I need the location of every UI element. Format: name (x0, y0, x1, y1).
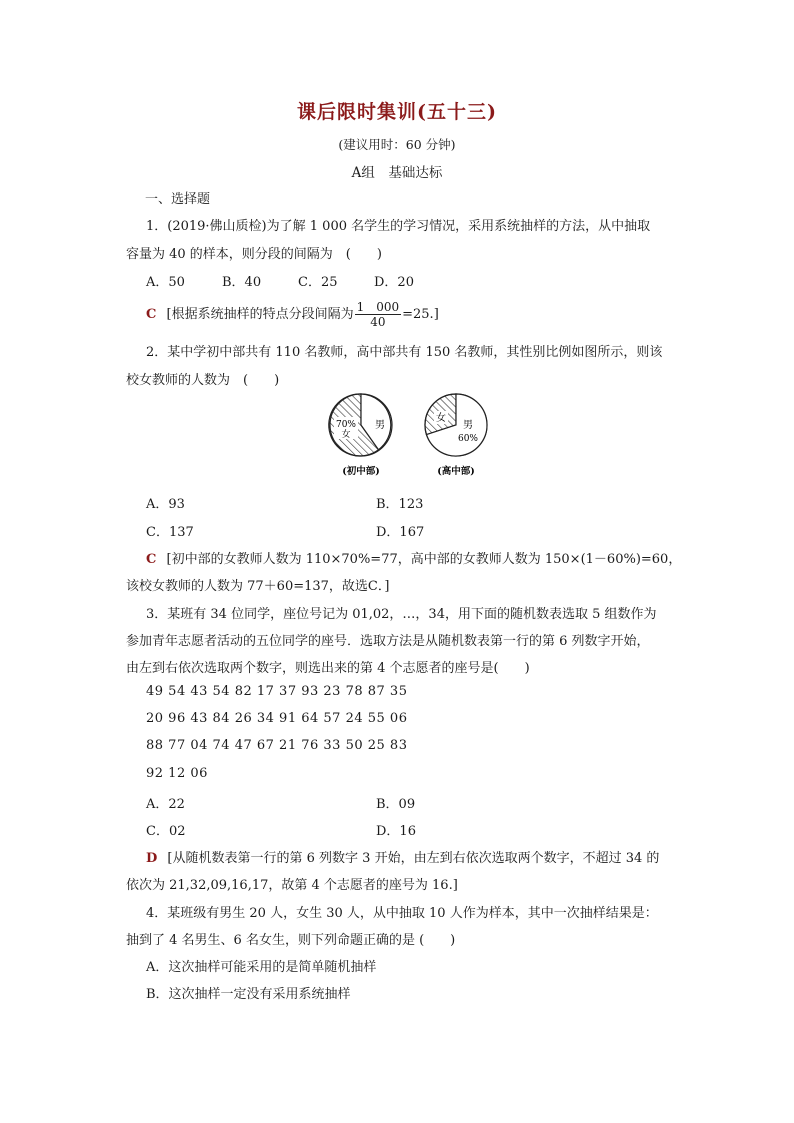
q2-solution-line2: 该校女教师的人数为 77＋60=137，故选C．] (126, 579, 390, 594)
time-note: (建议用时：60 分钟) (338, 137, 456, 152)
q2-option-d: D．167 (376, 525, 425, 540)
q4-stem-line2: 抽到了 4 名男生、6 名女生，则下列命题正确的是 ( ) (126, 933, 456, 948)
pie-chart-senior (425, 394, 487, 477)
q3-stem-line1: 3．某班有 34 位同学，座位号记为 01,02，…，34，用下面的随机数表选取 5 组数作为 (146, 607, 657, 622)
q2-solution-line1 (146, 548, 681, 567)
pie-junior-female-percent: 70% (335, 420, 357, 430)
group-label: A组 基础达标 (351, 165, 443, 181)
pie-junior-female-text: 女 (341, 430, 351, 440)
q2-stem-line2: 校女教师的人数为 ( ) (126, 373, 280, 388)
q4-stem-line1: 4．某班级有男生 20 人，女生 30 人，从中抽取 10 人作为样本，其中一次抽样结果是： (146, 906, 658, 921)
q4-option-b: B．这次抽样一定没有采用系统抽样 (146, 987, 351, 1002)
pie-senior-male-text: 男 (463, 420, 473, 431)
q1-solution-post: =25.] (402, 307, 439, 322)
q3-stem-line3: 由左到右依次选取两个数字，则选出来的第 4 个志愿者的座号是( ) (126, 661, 530, 676)
q1-option-a: A．50 (146, 275, 185, 290)
q1-option-d: D．20 (374, 275, 414, 290)
q2-option-c: C．137 (146, 525, 194, 540)
q1-solution-pre: [根据系统抽样的特点分段间隔为 (166, 307, 354, 322)
pie-junior-caption: (初中部) (342, 466, 380, 477)
q1-option-b: B．40 (222, 275, 262, 290)
q3-option-b: B．09 (376, 797, 416, 812)
q3-option-c: C．02 (146, 824, 186, 839)
page-title: 课后限时集训(五十三) (297, 101, 497, 123)
q1-solution (146, 300, 439, 329)
random-table-row-2: 20 96 43 84 26 34 91 64 57 24 55 06 (146, 711, 408, 726)
q2-solution-text1: [初中部的女教师人数为 110×70%=77，高中部的女教师人数为 150×(1－60%)=60， (166, 552, 682, 567)
pie-chart-junior (329, 394, 392, 477)
q2-answer: C (146, 552, 157, 567)
gender-pie-charts (318, 390, 498, 482)
random-table-row-3: 88 77 04 74 47 67 21 76 33 50 25 83 (146, 738, 408, 753)
pie-junior-male-text: 男 (375, 420, 385, 431)
q2-stem-line1: 2．某中学初中部共有 110 名教师，高中部共有 150 名教师，其性别比例如图所示，则该 (146, 345, 663, 360)
q1-stem-line2: 容量为 40 的样本，则分段的间隔为 ( ) (126, 247, 382, 262)
q1-fraction (355, 300, 402, 329)
q3-option-d: D．16 (376, 824, 416, 839)
q3-stem-line2: 参加青年志愿者活动的五位同学的座号．选取方法是从随机数表第一行的第 6 列数字开始， (126, 634, 650, 649)
random-table-row-1: 49 54 43 54 82 17 37 93 23 78 87 35 (146, 684, 408, 699)
pie-senior-caption: (高中部) (437, 466, 475, 477)
q3-solution-line1 (146, 847, 659, 866)
q1-stem-line1: 1．(2019·佛山质检)为了解 1 000 名学生的学习情况，采用系统抽样的方法，从中抽取 (146, 219, 651, 234)
q2-option-b: B．123 (376, 497, 424, 512)
section-heading: 一、选择题 (145, 192, 211, 207)
q3-option-a: A．22 (146, 797, 185, 812)
q1-answer: C (146, 307, 157, 322)
q1-frac-num: 1 000 (356, 300, 400, 314)
q3-answer: D (146, 851, 158, 866)
q1-frac-den: 40 (370, 315, 386, 329)
pie-senior-male-percent: 60% (457, 434, 479, 444)
q2-option-a: A．93 (146, 497, 185, 512)
pie-senior-female-text: 女 (436, 413, 446, 424)
random-table-row-4: 92 12 06 (146, 766, 208, 781)
q3-solution-line2: 依次为 21,32,09,16,17，故第 4 个志愿者的座号为 16.] (126, 878, 458, 893)
q1-option-c: C．25 (298, 275, 338, 290)
q4-option-a: A．这次抽样可能采用的是简单随机抽样 (146, 960, 377, 975)
q3-solution-text1: [从随机数表第一行的第 6 列数字 3 开始，由左到右依次选取两个数字，不超过 34 的 (167, 851, 660, 866)
